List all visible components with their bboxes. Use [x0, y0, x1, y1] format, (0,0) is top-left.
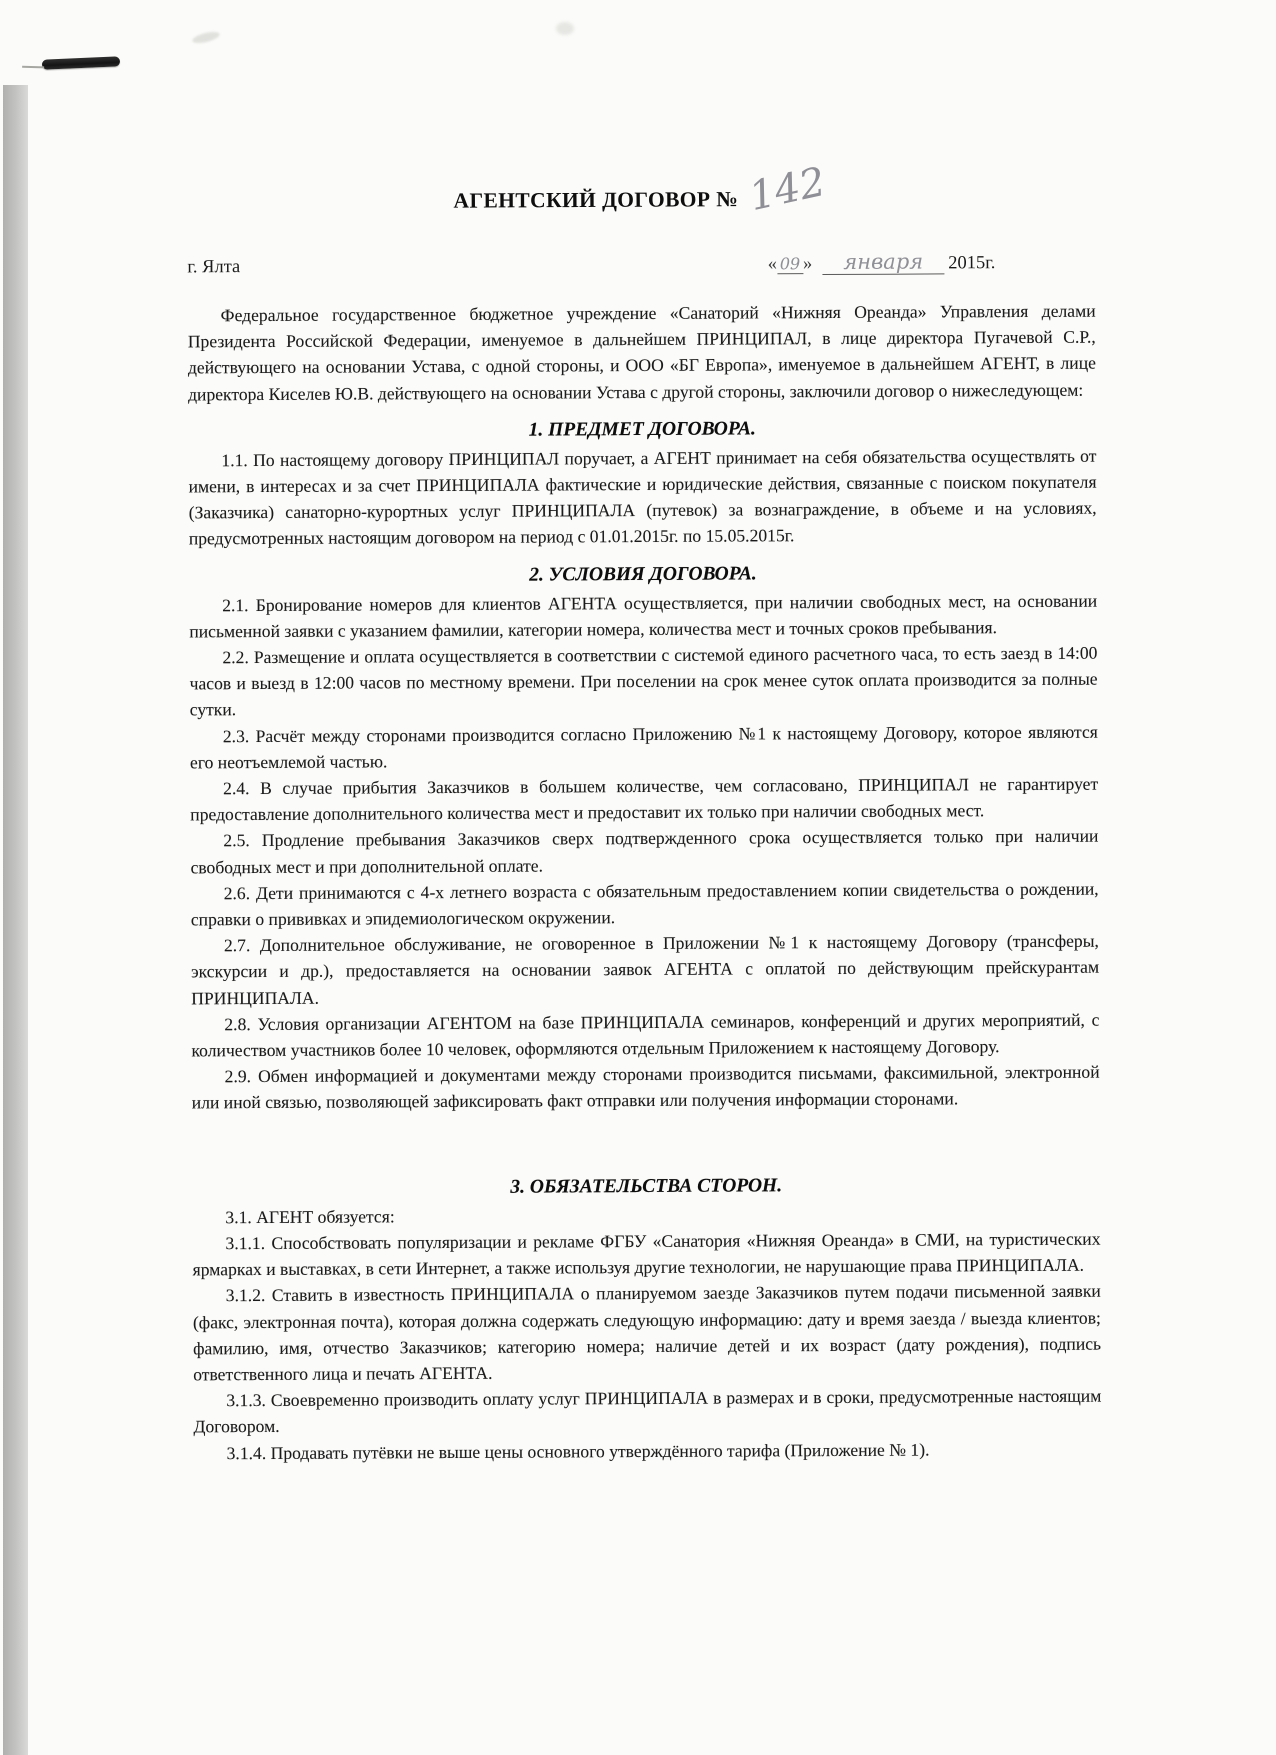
staple-mark [42, 56, 120, 69]
clause-3-1: 3.1. АГЕНТ обязуется: [225, 1205, 395, 1227]
date-day-handwritten: 09 [777, 254, 803, 274]
date-close-quote: » [802, 254, 813, 275]
clause-3-1-4: 3.1.4. Продавать путёвки не выше цены основного утверждённого тарифа (Приложение № 1). [226, 1439, 930, 1463]
clause-2-3: 2.3. Расчёт между сторонами производится согласно Приложению №1 к настоящему Договору, которое являются его неотъемлемой частью. [189, 721, 1098, 773]
document-content [186, 0, 1102, 1466]
section-heading-1: 1. ПРЕДМЕТ ДОГОВОРА. [528, 418, 756, 441]
contract-title: АГЕНТСКИЙ ДОГОВОР № [453, 187, 739, 213]
clause-3-1-3: 3.1.3. Своевременно производить оплату услуг ПРИНЦИПАЛА в размерах и в сроки, предусмотренные настоящим Договором. [193, 1385, 1102, 1437]
section-heading-3: 3. ОБЯЗАТЕЛЬСТВА СТОРОН. [510, 1174, 783, 1198]
clause-2-7: 2.7. Дополнительное обслуживание, не оговоренное в Приложении №1 к настоящему Договору (трансферы, экскурсии и др.), предоставляется на основании заявок АГЕНТА с оплатой по действующим прейскурантам ПРИНЦИПАЛА. [191, 930, 1100, 1009]
clause-2-1: 2.1. Бронирование номеров для клиентов АГЕНТА осуществляется, при наличии свободных мест, на основании письменной заявки с указанием фамилии, категории номера, количества мест и точных сроков пребывания. [189, 590, 1098, 642]
date-month-handwritten: января [822, 249, 944, 275]
city-label: г. Ялта [187, 257, 241, 278]
contract-number-handwritten: 142 [745, 158, 830, 221]
clause-2-4: 2.4. В случае прибытия Заказчиков в большем количестве, чем согласовано, ПРИНЦИПАЛ не гарантирует предоставление дополнительного количества мест и предоставит их только при наличии свободных мест. [190, 773, 1099, 825]
date-line [768, 249, 996, 275]
section-heading-2: 2. УСЛОВИЯ ДОГОВОРА. [529, 563, 757, 586]
clause-3-1-2: 3.1.2. Ставить в известность ПРИНЦИПАЛА о планируемом заезде Заказчиков путем подачи письменной заявки (факс, электронная почта), которая должна содержать следующую информацию: дату и время заезда / выезда клиентов; фамилию, имя, отчество Заказчиков; категорию номера; наличие детей и их возраст (дату рождения), подпись ответственного лица и печать АГЕНТА. [192, 1280, 1102, 1385]
intro-paragraph: Федеральное государственное бюджетное учреждение «Санаторий «Нижняя Ореанда» Управления делами Президента Российской Федерации, именуемое в дальнейшем ПРИНЦИПАЛ, в лице директора Пугачевой С.Р., действующего на основании Устава, с одной стороны, и ООО «БГ Европа», именуемое в дальнейшем АГЕНТ, в лице директора Киселев Ю.В. действующего на основании Устава с другой стороны, заключили договор о нижеследующем: [187, 300, 1096, 404]
clause-3-1-1: 3.1.1. Способствовать популяризации и рекламе ФГБУ «Санатория «Нижняя Ореанда» в СМИ, на туристических ярмарках и выставках, в сети Интернет, а также используя другие технологии, не нарушающие права ПРИНЦИПАЛА. [192, 1228, 1101, 1280]
date-open-quote: « [767, 254, 778, 275]
clause-2-2: 2.2. Размещение и оплата осуществляется в соответствии с системой единого расчетного часа, то есть заезд в 14:00 часов и выезд в 12:00 часов по местному времени. При поселении на срок менее суток оплата производится за полные сутки. [189, 642, 1098, 720]
scanner-edge-strip [3, 85, 28, 1755]
clause-2-5: 2.5. Продление пребывания Заказчиков сверх подтвержденного срока осуществляется только при наличии свободных мест и при дополнительной оплате. [190, 826, 1099, 878]
clause-2-6: 2.6. Дети принимаются с 4-х летнего возраста с обязательным предоставлением копии свидетельства о рождении, справки о прививках и эпидемиологическом окружении. [190, 878, 1099, 930]
clause-2-8: 2.8. Условия организации АГЕНТОМ на базе ПРИНЦИПАЛА семинаров, конференций и других мероприятий, с количеством участников более 10 человек, оформляются отдельным Приложением к настоящему Договору. [191, 1009, 1100, 1061]
clause-1-1: 1.1. По настоящему договору ПРИНЦИПАЛ поручает, а АГЕНТ принимает на себя обязательства осуществлять от имени, в интересах и за счет ПРИНЦИПАЛА фактические и юридические действия, связанные с поиском покупателя (Заказчика) санаторно-курортных услуг ПРИНЦИПАЛА (путевок) за вознаграждение, в объеме и на условиях, предусмотренных настоящим договором на период с 01.01.2015г. по 15.05.2015г. [188, 445, 1097, 549]
document-title-row [187, 158, 1095, 226]
clause-2-9: 2.9. Обмен информацией и документами между сторонами производится письмами, факсимильной, электронной или иной связью, позволяющей зафиксировать факт отправки или получения информации сторонами. [191, 1061, 1100, 1113]
city-date-row [187, 249, 1095, 279]
date-year: 2015г. [948, 253, 996, 274]
